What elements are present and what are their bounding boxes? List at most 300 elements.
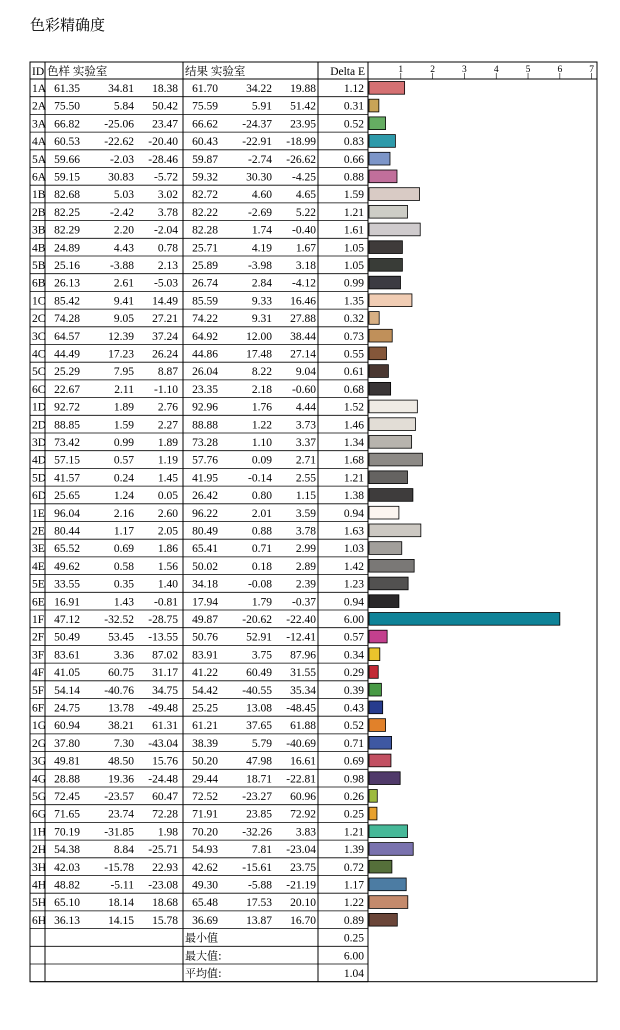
sample-lab-l: 42.03 xyxy=(54,861,80,874)
sample-lab-b: 18.68 xyxy=(152,897,178,910)
delta-e-value: 0.69 xyxy=(343,755,364,768)
sample-lab-b: -28.46 xyxy=(148,153,178,166)
result-lab-b: -22.81 xyxy=(286,773,316,786)
result-lab-l: 38.39 xyxy=(192,737,218,750)
delta-e-bar xyxy=(369,878,406,891)
result-lab-l: 42.62 xyxy=(192,861,218,874)
result-lab-l: 41.22 xyxy=(192,667,218,680)
result-lab-l: 60.43 xyxy=(192,136,218,149)
sample-lab-l: 26.13 xyxy=(54,277,80,290)
result-lab-a: 0.18 xyxy=(251,560,272,573)
sample-lab-l: 70.19 xyxy=(54,826,80,839)
result-lab-l: 70.20 xyxy=(192,826,218,839)
row-id: 6B xyxy=(32,277,46,290)
result-lab-l: 25.25 xyxy=(192,702,218,715)
sample-lab-b: 31.17 xyxy=(152,667,178,680)
sample-lab-l: 37.80 xyxy=(54,737,80,750)
result-lab-l: 26.74 xyxy=(192,277,218,290)
result-lab-b: 3.37 xyxy=(295,437,316,449)
result-lab-b: 3.18 xyxy=(295,260,316,272)
row-id: 6A xyxy=(32,171,47,184)
result-lab-b: 3.83 xyxy=(295,826,316,839)
result-lab-l: 61.70 xyxy=(192,83,218,95)
sample-lab-l: 28.88 xyxy=(54,773,80,786)
result-lab-l: 73.28 xyxy=(192,437,218,449)
result-lab-l: 65.41 xyxy=(192,543,218,556)
sample-lab-a: 5.03 xyxy=(113,189,134,202)
delta-e-value: 1.35 xyxy=(343,295,364,308)
sample-lab-b: 1.40 xyxy=(157,578,178,591)
sample-lab-l: 65.52 xyxy=(54,543,80,556)
row-id: 2H xyxy=(32,844,47,857)
summary-label: 最大值: xyxy=(185,949,222,963)
delta-e-bar xyxy=(369,365,388,378)
sample-lab-l: 60.53 xyxy=(54,136,80,149)
result-lab-b: 1.67 xyxy=(295,242,316,255)
result-lab-l: 64.92 xyxy=(192,330,218,343)
sample-lab-l: 72.45 xyxy=(54,791,80,803)
sample-lab-l: 33.55 xyxy=(54,578,80,591)
result-lab-b: 3.73 xyxy=(295,419,316,432)
result-lab-b: -23.04 xyxy=(286,844,316,857)
delta-e-value: 0.98 xyxy=(343,773,364,786)
result-lab-a: 23.85 xyxy=(246,808,272,821)
sample-lab-a: 1.17 xyxy=(113,525,134,538)
result-lab-l: 66.62 xyxy=(192,118,218,131)
row-id: 3F xyxy=(32,649,45,662)
sample-lab-b: 3.02 xyxy=(157,189,178,202)
col-header-id: ID xyxy=(32,66,45,78)
result-lab-b: -4.12 xyxy=(292,277,316,290)
result-lab-b: 19.88 xyxy=(290,83,316,95)
result-lab-a: -0.08 xyxy=(248,578,272,591)
sample-lab-l: 65.10 xyxy=(54,897,80,910)
delta-e-value: 0.29 xyxy=(343,667,364,680)
sample-lab-b: 1.86 xyxy=(157,543,178,556)
delta-e-value: 0.55 xyxy=(343,348,364,361)
row-id: 1G xyxy=(32,720,47,733)
summary-label: 最小值 xyxy=(185,931,218,945)
sample-lab-l: 59.15 xyxy=(54,171,80,184)
sample-lab-l: 75.50 xyxy=(54,100,80,113)
delta-e-bar xyxy=(369,559,414,572)
result-lab-b: 61.88 xyxy=(290,720,316,733)
result-lab-l: 82.22 xyxy=(192,206,218,219)
result-lab-l: 71.91 xyxy=(192,808,218,821)
delta-e-value: 0.34 xyxy=(343,649,364,662)
result-lab-l: 57.76 xyxy=(192,454,218,467)
result-lab-a: -0.14 xyxy=(248,472,272,485)
delta-e-bar xyxy=(369,701,383,714)
result-lab-b: -48.45 xyxy=(286,702,316,715)
result-lab-l: 59.87 xyxy=(192,153,218,166)
delta-e-bar xyxy=(369,223,420,236)
delta-e-bar xyxy=(369,524,421,537)
sample-lab-b: 87.02 xyxy=(152,649,178,662)
delta-e-bar xyxy=(369,736,392,749)
delta-e-bar xyxy=(369,790,377,803)
result-lab-a: -2.69 xyxy=(248,206,272,219)
sample-lab-b: 18.38 xyxy=(152,83,178,95)
sample-lab-l: 47.12 xyxy=(54,614,80,626)
result-lab-a: 60.49 xyxy=(246,667,272,680)
delta-e-value: 0.89 xyxy=(343,914,364,927)
result-lab-b: 4.65 xyxy=(295,189,316,202)
result-lab-l: 83.91 xyxy=(192,649,218,662)
result-lab-l: 49.87 xyxy=(192,614,218,626)
row-id: 4G xyxy=(32,773,47,786)
result-lab-l: 61.21 xyxy=(192,720,218,733)
result-lab-l: 41.95 xyxy=(192,472,218,485)
result-lab-a: 2.84 xyxy=(251,277,272,290)
result-lab-l: 25.89 xyxy=(192,260,218,272)
delta-e-bar xyxy=(369,630,387,643)
row-id: 6E xyxy=(32,596,45,609)
result-lab-b: -26.62 xyxy=(286,153,316,166)
result-lab-b: 2.99 xyxy=(295,543,316,556)
row-id: 5G xyxy=(32,791,47,803)
sample-lab-b: 2.13 xyxy=(157,260,178,272)
result-lab-a: 17.53 xyxy=(246,897,272,910)
sample-lab-a: 2.61 xyxy=(113,277,134,290)
result-lab-l: 65.48 xyxy=(192,897,218,910)
row-id: 2C xyxy=(32,313,46,326)
delta-e-bar xyxy=(369,595,399,608)
row-id: 2A xyxy=(32,100,47,113)
result-lab-b: -40.69 xyxy=(286,737,316,750)
row-id: 2E xyxy=(32,525,45,538)
delta-e-bar xyxy=(369,329,392,342)
sample-lab-l: 25.16 xyxy=(54,260,80,272)
delta-e-value: 0.52 xyxy=(343,118,364,131)
result-lab-l: 17.94 xyxy=(192,596,218,609)
delta-e-value: 1.38 xyxy=(343,490,364,503)
result-lab-l: 74.22 xyxy=(192,313,218,326)
sample-lab-b: -28.75 xyxy=(148,614,178,626)
sample-lab-a: 38.21 xyxy=(108,720,134,733)
result-lab-a: 4.19 xyxy=(251,242,272,255)
delta-e-bar xyxy=(369,772,400,785)
sample-lab-l: 80.44 xyxy=(54,525,80,538)
row-id: 5B xyxy=(32,260,46,272)
sample-lab-l: 24.89 xyxy=(54,242,80,255)
delta-e-bar xyxy=(369,188,420,201)
result-lab-a: 12.00 xyxy=(246,330,272,343)
sample-lab-a: 60.75 xyxy=(108,667,134,680)
sample-lab-b: 60.47 xyxy=(152,791,178,803)
delta-e-bar xyxy=(369,754,391,767)
summary-value: 1.04 xyxy=(343,968,364,980)
sample-lab-a: 5.84 xyxy=(113,100,134,113)
result-lab-b: 38.44 xyxy=(290,330,316,343)
delta-e-bar xyxy=(369,99,379,112)
result-lab-b: -0.60 xyxy=(292,383,316,396)
sample-lab-l: 82.25 xyxy=(54,206,80,219)
result-lab-l: 44.86 xyxy=(192,348,218,361)
sample-lab-l: 88.85 xyxy=(54,419,80,432)
sample-lab-l: 66.82 xyxy=(54,118,80,131)
delta-e-value: 0.71 xyxy=(343,737,364,750)
delta-e-value: 0.61 xyxy=(343,366,364,379)
delta-e-value: 1.63 xyxy=(343,525,364,538)
sample-lab-a: 2.20 xyxy=(113,224,134,237)
sample-lab-l: 25.65 xyxy=(54,490,80,503)
delta-e-bar xyxy=(369,312,379,325)
result-lab-a: -22.91 xyxy=(242,136,272,149)
sample-lab-b: 22.93 xyxy=(152,861,178,874)
row-id: 2G xyxy=(32,737,47,750)
result-lab-a: 5.91 xyxy=(251,100,272,113)
result-lab-a: 0.80 xyxy=(251,490,272,503)
result-lab-a: 1.10 xyxy=(251,437,272,449)
delta-e-value: 1.03 xyxy=(343,543,364,556)
delta-e-value: 1.21 xyxy=(343,206,364,219)
delta-e-bar xyxy=(369,453,422,466)
result-lab-a: 0.09 xyxy=(251,454,272,467)
x-tick-label: 3 xyxy=(462,65,467,75)
result-lab-l: 75.59 xyxy=(192,100,218,113)
delta-e-value: 1.17 xyxy=(343,879,364,892)
sample-lab-b: 2.60 xyxy=(157,507,178,520)
row-id: 4D xyxy=(32,454,47,467)
sample-lab-a: -2.03 xyxy=(110,153,134,166)
sample-lab-b: 34.75 xyxy=(152,684,178,697)
row-id: 4H xyxy=(32,879,47,892)
delta-e-value: 0.43 xyxy=(343,702,364,715)
delta-e-bar xyxy=(369,719,386,732)
x-tick-label: 6 xyxy=(557,65,563,75)
sample-lab-b: 1.56 xyxy=(157,560,178,573)
result-lab-a: -24.37 xyxy=(242,118,272,131)
sample-lab-l: 49.81 xyxy=(54,755,80,768)
row-id: 2F xyxy=(32,631,45,644)
sample-lab-a: 0.35 xyxy=(113,578,134,591)
result-lab-l: 59.32 xyxy=(192,171,218,184)
delta-e-bar xyxy=(369,170,397,183)
sample-lab-a: 3.36 xyxy=(113,649,134,662)
delta-e-bar xyxy=(369,577,408,590)
sample-lab-l: 92.72 xyxy=(54,401,80,414)
delta-e-value: 1.61 xyxy=(343,224,364,237)
sample-lab-b: 15.78 xyxy=(152,914,178,927)
delta-e-value: 0.31 xyxy=(343,100,364,113)
delta-e-value: 0.57 xyxy=(343,631,364,644)
sample-lab-b: 1.19 xyxy=(157,454,178,467)
sample-lab-l: 49.62 xyxy=(54,560,80,573)
result-lab-l: 82.28 xyxy=(192,224,218,237)
sample-lab-a: 7.30 xyxy=(113,737,134,750)
delta-e-bar xyxy=(369,843,413,856)
sample-lab-l: 54.38 xyxy=(54,844,80,857)
sample-lab-l: 61.35 xyxy=(54,83,80,95)
row-id: 6H xyxy=(32,914,47,927)
result-lab-b: 16.70 xyxy=(290,914,316,927)
delta-e-value: 0.68 xyxy=(343,383,364,396)
result-lab-b: -18.99 xyxy=(286,136,316,149)
result-lab-b: 2.89 xyxy=(295,560,316,573)
delta-e-bar xyxy=(369,825,407,838)
sample-lab-b: 26.24 xyxy=(152,348,178,361)
result-lab-b: -0.40 xyxy=(292,224,316,237)
sample-lab-a: -31.85 xyxy=(104,826,134,839)
result-lab-a: 34.22 xyxy=(246,83,272,95)
delta-e-value: 0.88 xyxy=(343,171,364,184)
row-id: 5C xyxy=(32,366,46,379)
sample-lab-a: 12.39 xyxy=(108,330,134,343)
result-lab-a: -23.27 xyxy=(242,791,272,803)
sample-lab-a: -25.06 xyxy=(104,118,134,131)
sample-lab-l: 54.14 xyxy=(54,684,80,697)
result-lab-a: 1.76 xyxy=(251,401,272,414)
result-lab-l: 36.69 xyxy=(192,914,218,927)
result-lab-a: 9.33 xyxy=(251,295,272,308)
sample-lab-b: 0.78 xyxy=(157,242,178,255)
col-header-result: 结果 实验室 xyxy=(185,66,246,78)
result-lab-a: 4.60 xyxy=(251,189,272,202)
col-header-delta: Delta E xyxy=(330,66,365,78)
sample-lab-a: 0.99 xyxy=(113,437,134,449)
x-tick-label: 4 xyxy=(493,65,499,75)
sample-lab-b: -49.48 xyxy=(148,702,178,715)
result-lab-a: 37.65 xyxy=(246,720,272,733)
result-lab-l: 26.04 xyxy=(192,366,218,379)
sample-lab-b: -0.81 xyxy=(154,596,178,609)
delta-e-value: 0.26 xyxy=(343,791,364,803)
delta-e-value: 1.12 xyxy=(343,83,364,95)
result-lab-b: 23.95 xyxy=(290,118,316,131)
result-lab-l: 50.02 xyxy=(192,560,218,573)
delta-e-bar xyxy=(369,347,386,360)
sample-lab-a: 1.89 xyxy=(113,401,134,414)
sample-lab-a: 2.11 xyxy=(114,383,134,396)
result-lab-l: 96.22 xyxy=(192,507,218,520)
result-lab-a: -20.62 xyxy=(242,614,272,626)
delta-e-value: 1.34 xyxy=(343,437,364,449)
sample-lab-b: 2.76 xyxy=(157,401,178,414)
result-lab-a: -5.88 xyxy=(248,879,272,892)
sample-lab-b: -2.04 xyxy=(154,224,178,237)
delta-e-bar xyxy=(369,807,377,820)
summary-value: 0.25 xyxy=(343,932,364,945)
delta-e-value: 1.46 xyxy=(343,419,364,432)
delta-e-value: 1.05 xyxy=(343,260,364,272)
sample-lab-b: 27.21 xyxy=(152,313,178,326)
row-id: 3H xyxy=(32,861,47,874)
result-lab-l: 50.20 xyxy=(192,755,218,768)
row-id: 2D xyxy=(32,419,47,432)
result-lab-l: 50.76 xyxy=(192,631,218,644)
sample-lab-l: 60.94 xyxy=(54,720,80,733)
delta-e-bar xyxy=(369,152,390,165)
row-id: 2B xyxy=(32,206,46,219)
x-tick-label: 2 xyxy=(430,65,435,75)
result-lab-l: 85.59 xyxy=(192,295,218,308)
delta-e-value: 0.39 xyxy=(343,684,364,697)
sample-lab-a: 23.74 xyxy=(108,808,134,821)
row-id: 1E xyxy=(32,507,45,520)
result-lab-b: 1.15 xyxy=(295,490,316,503)
sample-lab-l: 25.29 xyxy=(54,366,80,379)
row-id: 4B xyxy=(32,242,46,255)
result-lab-a: 1.22 xyxy=(251,419,272,432)
result-lab-a: 3.75 xyxy=(251,649,272,662)
delta-e-bar xyxy=(369,489,413,502)
sample-lab-a: 0.57 xyxy=(113,454,134,467)
sample-lab-b: -24.48 xyxy=(148,773,178,786)
sample-lab-b: 14.49 xyxy=(152,295,178,308)
delta-e-bar xyxy=(369,613,560,626)
sample-lab-b: 0.05 xyxy=(157,490,178,503)
row-id: 6C xyxy=(32,383,46,396)
result-lab-b: -0.37 xyxy=(292,596,316,609)
sample-lab-l: 41.57 xyxy=(54,472,80,485)
sample-lab-a: 4.43 xyxy=(113,242,134,255)
summary-value: 6.00 xyxy=(343,950,364,963)
result-lab-b: 51.42 xyxy=(290,100,316,113)
delta-e-bar xyxy=(369,913,397,926)
result-lab-l: 23.35 xyxy=(192,383,218,396)
sample-lab-a: 30.83 xyxy=(108,171,134,184)
sample-lab-a: 34.81 xyxy=(108,83,134,95)
row-id: 3C xyxy=(32,330,46,343)
sample-lab-a: -40.76 xyxy=(104,684,134,697)
x-tick-label: 7 xyxy=(589,65,595,75)
delta-e-value: 0.25 xyxy=(343,808,364,821)
sample-lab-a: 18.14 xyxy=(108,897,134,910)
result-lab-a: 5.79 xyxy=(251,737,272,750)
delta-e-bar xyxy=(369,436,412,449)
sample-lab-b: 37.24 xyxy=(152,330,178,343)
delta-e-bar xyxy=(369,135,395,148)
sample-lab-l: 82.29 xyxy=(54,224,80,237)
delta-e-bar xyxy=(369,294,412,307)
row-id: 1F xyxy=(32,614,45,626)
result-lab-l: 72.52 xyxy=(192,791,218,803)
result-lab-a: -15.61 xyxy=(242,861,272,874)
delta-e-value: 0.32 xyxy=(343,313,364,326)
row-id: 4A xyxy=(32,136,47,149)
sample-lab-b: 1.45 xyxy=(157,472,178,485)
result-lab-b: -22.40 xyxy=(286,614,316,626)
sample-lab-b: 61.31 xyxy=(152,720,178,733)
result-lab-a: 7.81 xyxy=(251,844,272,857)
delta-e-value: 0.99 xyxy=(343,277,364,290)
delta-e-value: 1.21 xyxy=(343,472,364,485)
sample-lab-l: 57.15 xyxy=(54,454,80,467)
sample-lab-a: -23.57 xyxy=(104,791,134,803)
x-tick-label: 5 xyxy=(525,65,531,75)
sample-lab-b: -5.72 xyxy=(154,171,178,184)
delta-e-bar xyxy=(369,241,402,254)
row-id: 6G xyxy=(32,808,47,821)
sample-lab-a: 7.95 xyxy=(113,366,134,379)
delta-e-value: 6.00 xyxy=(343,614,364,626)
sample-lab-a: 0.69 xyxy=(113,543,134,556)
row-id: 3D xyxy=(32,437,47,449)
sample-lab-l: 48.82 xyxy=(54,879,80,892)
sample-lab-l: 83.61 xyxy=(54,649,80,662)
sample-lab-a: -15.78 xyxy=(104,861,134,874)
sample-lab-b: -1.10 xyxy=(154,383,178,396)
row-id: 3A xyxy=(32,118,47,131)
result-lab-b: 4.44 xyxy=(295,401,316,414)
row-id: 5E xyxy=(32,578,45,591)
row-id: 6F xyxy=(32,702,45,715)
sample-lab-a: 14.15 xyxy=(108,914,134,927)
sample-lab-a: 9.41 xyxy=(113,295,134,308)
row-id: 4C xyxy=(32,348,46,361)
sample-lab-b: 1.98 xyxy=(157,826,178,839)
